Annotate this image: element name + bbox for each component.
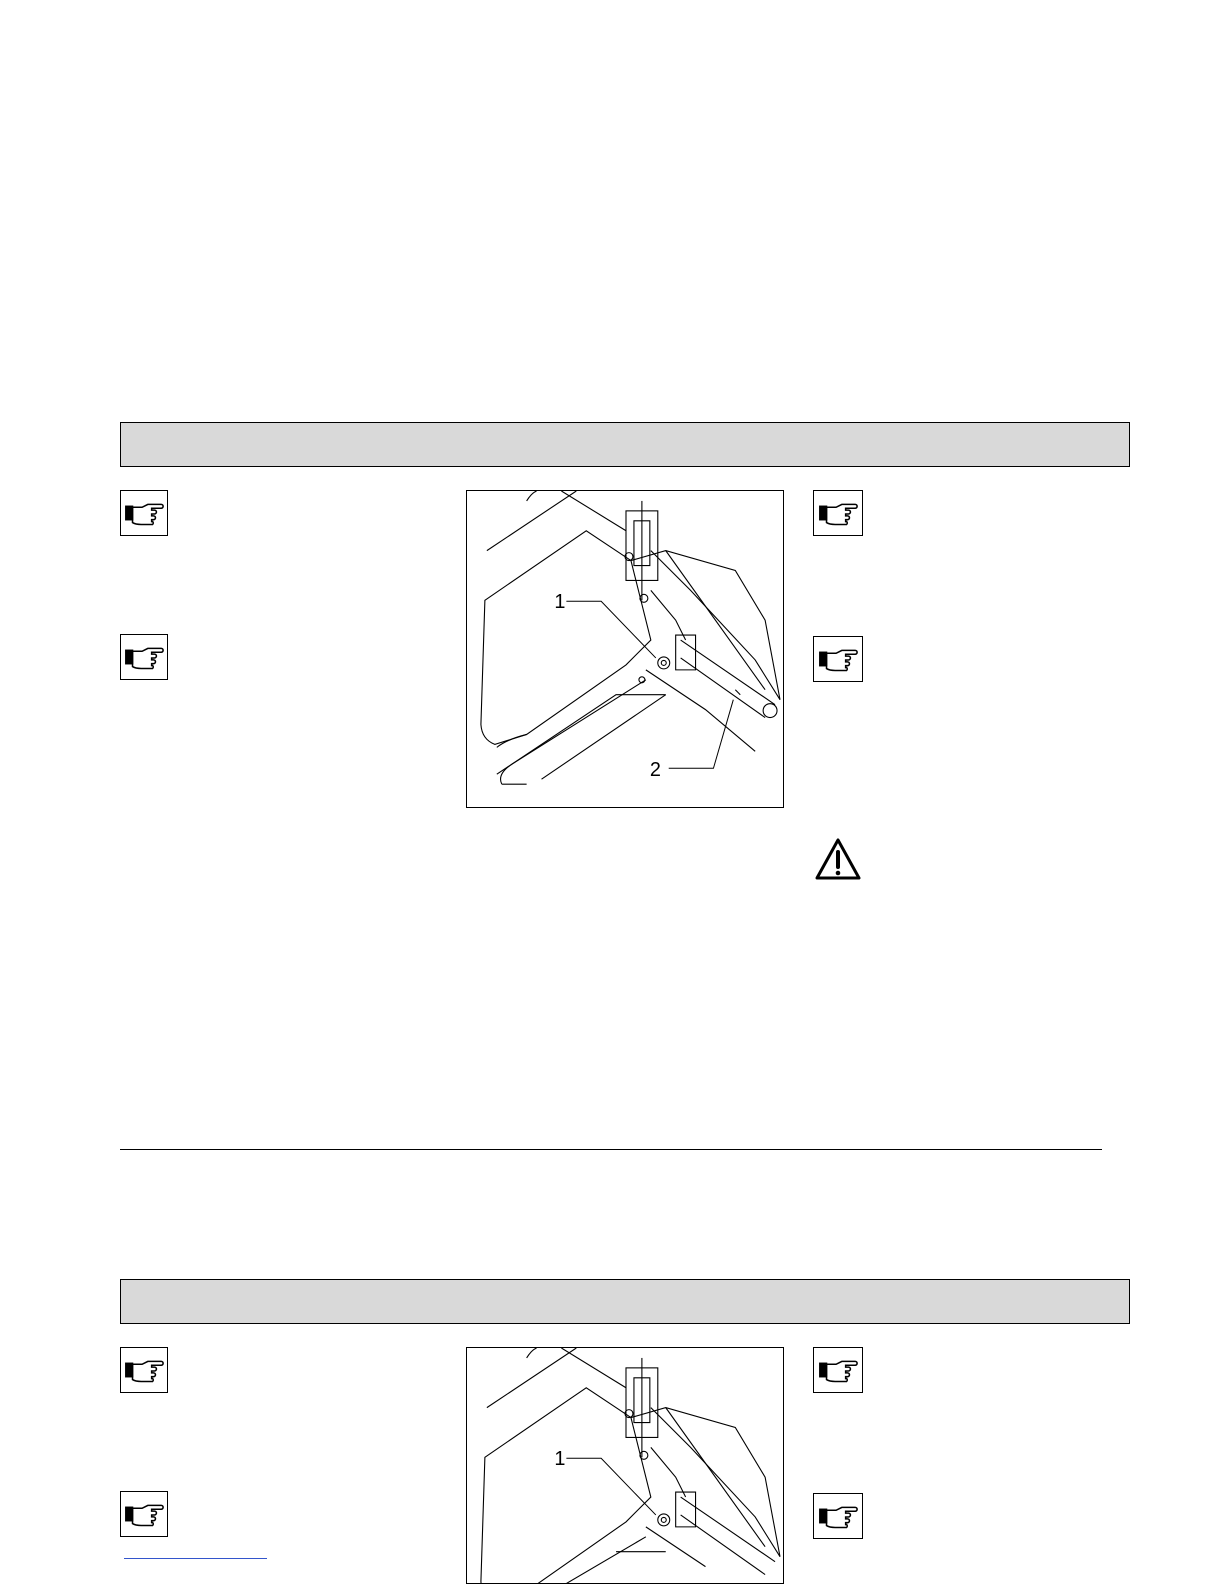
pointing-hand-icon <box>120 634 168 680</box>
pointing-hand-icon <box>120 1347 168 1393</box>
pointing-hand-icon <box>120 1491 168 1537</box>
pointing-hand-icon <box>120 490 168 536</box>
callout-1: 1 <box>554 1448 566 1471</box>
footnote-link-underline[interactable] <box>124 1558 267 1559</box>
pointing-hand-icon <box>813 490 863 536</box>
pointing-hand-icon <box>813 636 863 682</box>
callout-2: 2 <box>649 759 661 782</box>
horizontal-divider <box>120 1149 1102 1150</box>
section-header-band <box>120 422 1130 467</box>
machine-illustration-1 <box>466 490 784 808</box>
callout-1: 1 <box>554 591 566 614</box>
section-header-band <box>120 1279 1130 1324</box>
pointing-hand-icon <box>813 1347 863 1393</box>
pointing-hand-icon <box>813 1493 863 1539</box>
machine-illustration-2 <box>466 1347 784 1584</box>
warning-triangle-icon <box>814 836 862 882</box>
